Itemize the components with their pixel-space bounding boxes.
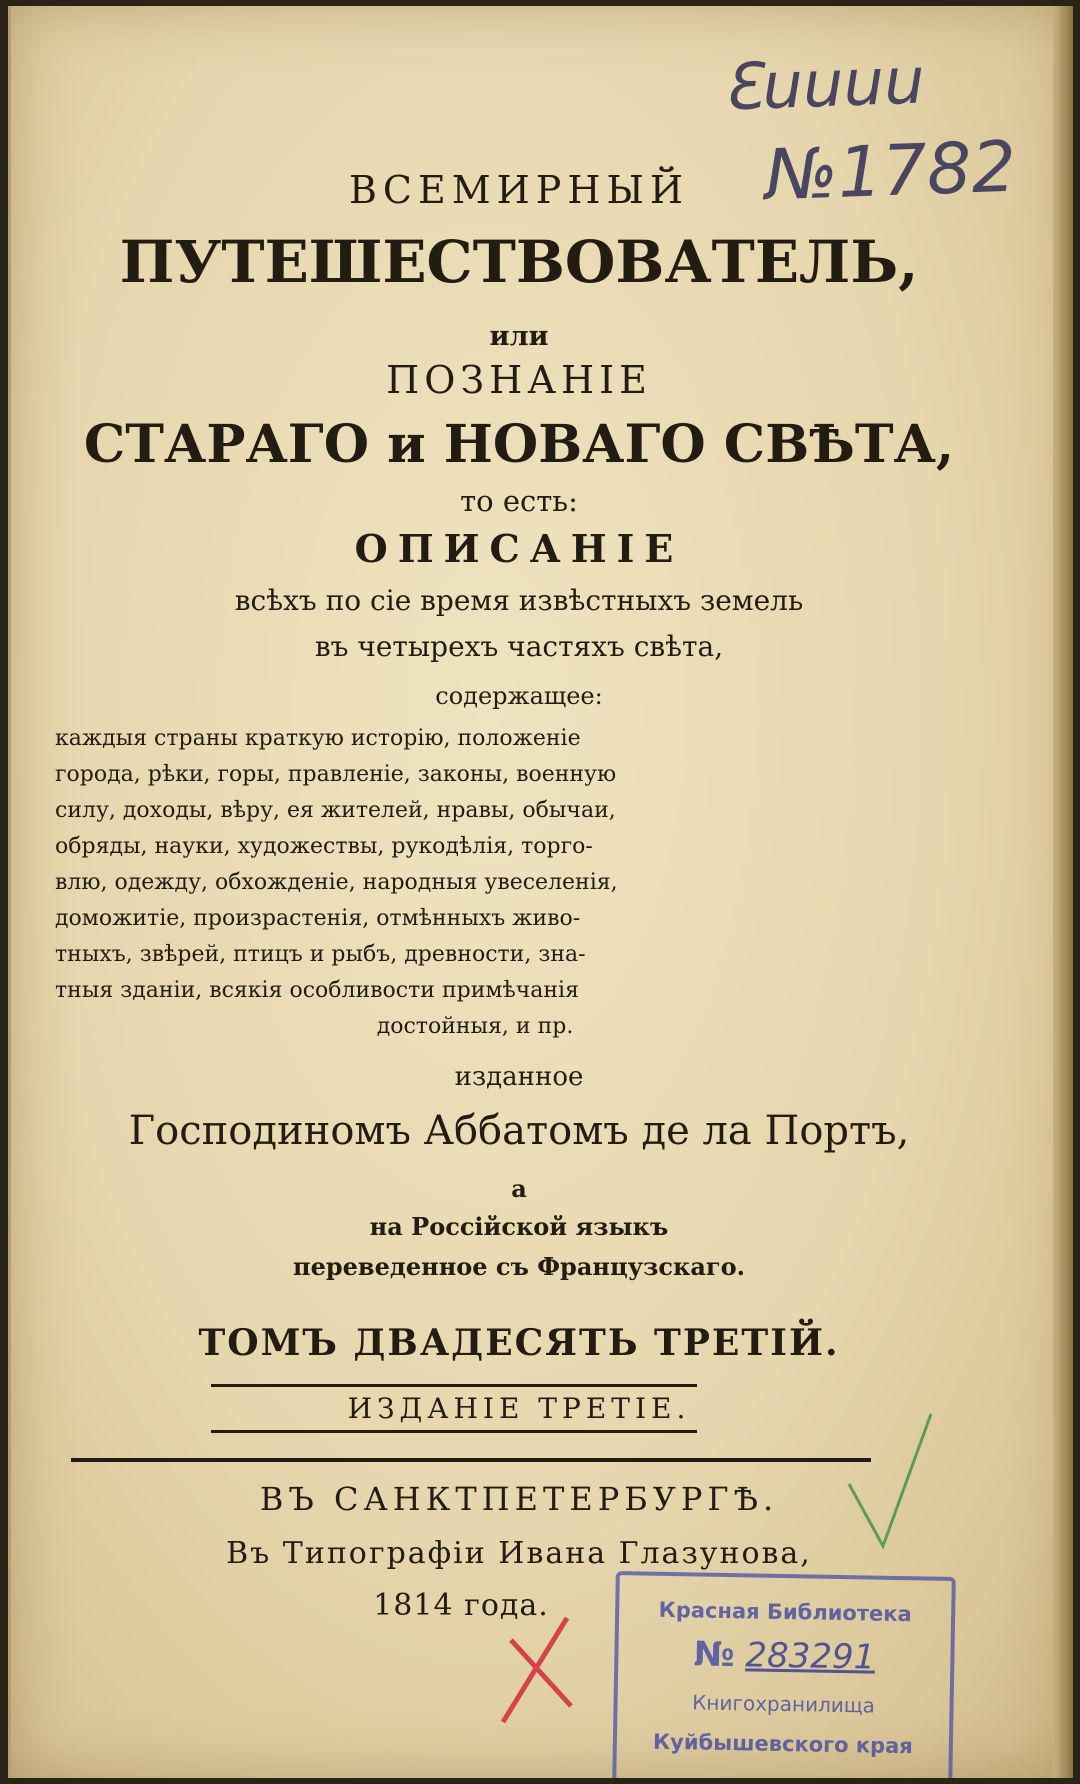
stamp-line-3: Книгохранилища xyxy=(691,1690,876,1718)
imprint-year: 1814 года. xyxy=(373,1588,549,1623)
title-line-5: СТАРАГО и НОВАГО СВѢТА, xyxy=(83,414,955,475)
imprint-city: ВЪ САНКТПЕТЕРБУРГѢ. xyxy=(259,1480,779,1518)
stamp-number: 283291 xyxy=(745,1635,876,1678)
title-line-10: содержащее: xyxy=(435,682,603,710)
green-check-mark xyxy=(849,1414,931,1546)
stamp-number-prefix: № xyxy=(693,1634,735,1676)
title-line-6: то есть: xyxy=(460,484,578,518)
library-stamp xyxy=(612,1571,956,1778)
handwritten-number: №1782 xyxy=(763,125,1018,217)
stamp-line-4: Куйбышевского края xyxy=(652,1729,913,1759)
edition-label: ИЗДАНІЕ ТРЕТІЕ. xyxy=(347,1392,691,1425)
title-line-3: или xyxy=(489,321,549,352)
stamp-line-1: Красная Библиотека xyxy=(658,1597,912,1627)
description-line: силу, доходы, вѣру, ея жителей, нравы, обычаи, xyxy=(55,798,616,823)
title-line-12: Господиномъ Аббатомъ де ла Портъ, xyxy=(128,1108,910,1154)
title-line-1: ВСЕМИРНЫЙ xyxy=(348,168,690,212)
imprint-printer: Въ Типографіи Ивана Глазунова, xyxy=(226,1536,812,1571)
title-line-9: въ четырехъ частяхъ свѣта, xyxy=(314,630,724,663)
description-line: достойныя, и пр. xyxy=(376,1014,574,1039)
title-line-14: на Россійской языкъ xyxy=(369,1212,669,1241)
description-line: влю, одежду, обхожденіе, народныя увеселенія, xyxy=(55,870,618,895)
handwritten-note: Ɛuuuu xyxy=(721,44,926,126)
description-line: обряды, науки, художествы, рукодѣлія, торго- xyxy=(55,834,593,859)
description-line: тныхъ, звѣрей, птицъ и рыбъ, древности, зна- xyxy=(55,942,586,967)
title-line-11: изданное xyxy=(454,1062,584,1092)
title-line-15: переведенное съ Французскаго. xyxy=(293,1252,745,1281)
title-page xyxy=(8,6,1073,1778)
red-cross-mark xyxy=(503,1618,571,1722)
title-line-2: ПУТЕШЕСТВОВАТЕЛЬ, xyxy=(119,228,919,296)
title-line-13: а xyxy=(511,1174,527,1203)
description-line: тныя зданіи, всякія особливости примѣчанія xyxy=(55,978,579,1003)
marks-overlay xyxy=(11,6,1073,1778)
stamp-number-row xyxy=(618,1633,951,1679)
description-line: каждыя страны краткую исторію, положеніе xyxy=(55,726,581,751)
description-line: доможитіе, произрастенія, отмѣнныхъ живо- xyxy=(55,906,581,931)
volume-label: ТОМЪ ДВАДЕСЯТЬ ТРЕТІЙ. xyxy=(198,1322,840,1364)
description-line: города, рѣки, горы, правленіе, законы, военную xyxy=(55,762,617,787)
title-line-4: ПОЗНАНІЕ xyxy=(386,358,652,402)
title-line-7: ОПИСАНІЕ xyxy=(354,526,684,571)
title-line-8: всѣхъ по сіе время извѣстныхъ земель xyxy=(234,584,804,617)
